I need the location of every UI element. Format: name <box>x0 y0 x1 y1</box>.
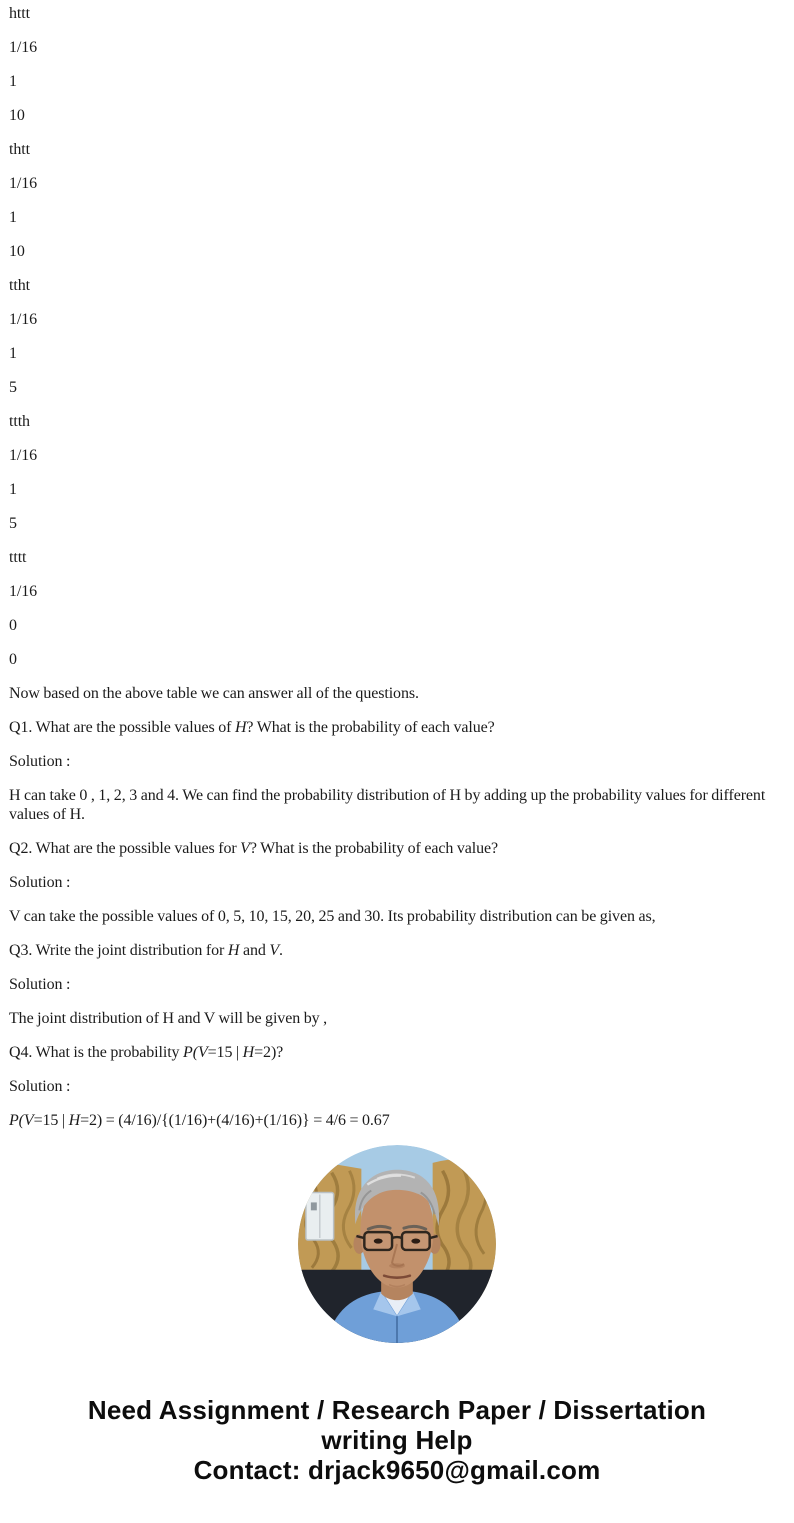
doc-line <box>9 907 794 926</box>
doc-run: 1/16 <box>9 175 38 192</box>
doc-line <box>9 174 794 193</box>
doc-run: 1/16 <box>9 583 38 600</box>
doc-run: 5 <box>9 515 17 532</box>
doc-run: httt <box>9 5 30 22</box>
doc-line <box>9 1009 794 1028</box>
doc-line <box>9 72 794 91</box>
doc-run: H can take 0 , 1, 2, 3 and 4. We can find the probability distribution of H by adding up the probability values for different <box>9 787 766 804</box>
doc-line <box>9 752 794 771</box>
doc-run-italic: H <box>227 942 240 959</box>
doc-run: =15 | <box>207 1044 243 1061</box>
doc-line <box>9 106 794 125</box>
doc-line <box>9 684 794 703</box>
doc-line <box>9 310 794 329</box>
doc-run: Now based on the above table we can answer all of the questions. <box>9 685 419 702</box>
doc-line <box>9 941 794 960</box>
avatar-container <box>0 1145 794 1343</box>
doc-run: ttht <box>9 277 30 294</box>
doc-line <box>9 446 794 465</box>
doc-line <box>9 208 794 227</box>
doc-run: =2)? <box>254 1044 284 1061</box>
doc-line <box>9 839 794 858</box>
doc-run: tttt <box>9 549 27 566</box>
doc-run-italic: V <box>269 942 280 959</box>
doc-line <box>9 1043 794 1062</box>
doc-line <box>9 873 794 892</box>
doc-line <box>9 480 794 499</box>
doc-line <box>9 344 794 363</box>
doc-line <box>9 38 794 57</box>
doc-run: Solution : <box>9 874 71 891</box>
doc-run: 0 <box>9 617 17 634</box>
doc-line <box>9 718 794 737</box>
doc-run: 1 <box>9 481 17 498</box>
doc-run: Solution : <box>9 753 71 770</box>
doc-run: values of H. <box>9 806 85 823</box>
avatar-wall-frame <box>306 1193 334 1241</box>
doc-line <box>9 412 794 431</box>
doc-line <box>9 1111 794 1130</box>
doc-run-italic: H <box>242 1044 255 1061</box>
doc-line <box>9 514 794 533</box>
doc-run: 10 <box>9 243 25 260</box>
footer-contact: Contact: drjack9650@gmail.com <box>193 1455 601 1485</box>
doc-run: Q1. What are the possible values of <box>9 719 235 736</box>
doc-run-italic: P(V <box>9 1112 34 1129</box>
doc-line <box>9 582 794 601</box>
doc-line <box>9 378 794 397</box>
doc-run: 10 <box>9 107 25 124</box>
doc-run: =15 | <box>33 1112 69 1129</box>
doc-run-italic: H <box>234 719 247 736</box>
doc-run: thtt <box>9 141 30 158</box>
doc-run: and <box>239 942 270 959</box>
avatar-eye-right <box>411 1238 420 1243</box>
footer-line-1: Need Assignment / Research Paper / Dissertation <box>87 1395 707 1425</box>
doc-line <box>9 1077 794 1096</box>
doc-run: Solution : <box>9 976 71 993</box>
doc-run: Q2. What are the possible values for <box>9 840 241 857</box>
doc-line <box>9 276 794 295</box>
avatar-eye-left <box>374 1238 383 1243</box>
doc-line <box>9 786 794 824</box>
doc-run: Q3. Write the joint distribution for <box>9 942 228 959</box>
doc-run: ? What is the probability of each value? <box>246 719 495 736</box>
doc-run: 0 <box>9 651 17 668</box>
doc-run: 1 <box>9 73 17 90</box>
doc-run: Solution : <box>9 1078 71 1095</box>
doc-line <box>9 548 794 567</box>
doc-line <box>9 4 794 23</box>
doc-run: Q4. What is the probability <box>9 1044 184 1061</box>
doc-line <box>9 616 794 635</box>
doc-line <box>9 242 794 261</box>
doc-run: 1 <box>9 209 17 226</box>
doc-run: ttth <box>9 413 30 430</box>
footer-line-2: writing Help <box>321 1425 473 1455</box>
doc-line <box>9 140 794 159</box>
doc-run: =2) = (4/16)/{(1/16)+(4/16)+(1/16)} = 4/6 = 0.67 <box>80 1112 390 1129</box>
doc-run: The joint distribution of H and V will be given by , <box>9 1010 327 1027</box>
footer-banner <box>0 1395 794 1485</box>
doc-line <box>9 975 794 994</box>
doc-line <box>9 650 794 669</box>
doc-run: 1/16 <box>9 39 38 56</box>
doc-run-italic: V <box>240 840 250 857</box>
doc-run: 1/16 <box>9 447 38 464</box>
doc-run-italic: P(V <box>183 1044 208 1061</box>
doc-run: . <box>279 942 283 959</box>
doc-run: V can take the possible values of 0, 5, 10, 15, 20, 25 and 30. Its probability distribution can be given as, <box>9 908 656 925</box>
doc-run: 1 <box>9 345 17 362</box>
doc-run: 1/16 <box>9 311 38 328</box>
avatar-photo <box>298 1145 496 1343</box>
doc-run: ? What is the probability of each value? <box>249 840 499 857</box>
doc-run: 5 <box>9 379 17 396</box>
doc-run-italic: H <box>68 1112 81 1129</box>
